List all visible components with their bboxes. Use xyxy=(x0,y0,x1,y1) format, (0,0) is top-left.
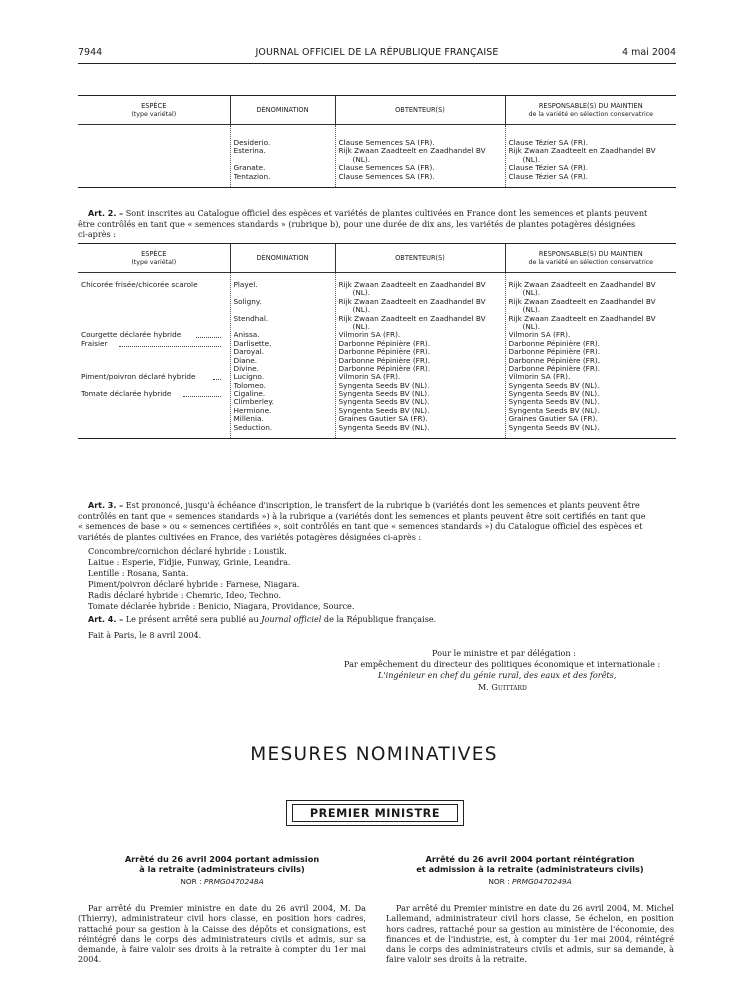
signatory-name: M. Guittard xyxy=(478,682,527,692)
col-header-obtenteur: OBTENTEUR(S) xyxy=(335,96,505,125)
list-item: Laitue : Esperie, Fidjie, Funway, Grinie, Leandra. xyxy=(88,557,291,567)
espece xyxy=(81,415,227,423)
article-label: Art. 4. – xyxy=(88,615,124,624)
espece xyxy=(81,424,227,432)
espece xyxy=(81,382,227,390)
denomination: Divine. xyxy=(233,364,259,373)
denomination: Tentazion. xyxy=(233,172,271,181)
responsable: Vilmorin SA (FR). xyxy=(508,373,571,382)
obtenteur-cell xyxy=(335,125,505,188)
obtenteur: Darbonne Pépinière (FR). xyxy=(338,339,431,348)
denomination: Daroyal. xyxy=(233,348,265,357)
nor-reference: NOR : PRMG0470249A xyxy=(488,877,572,887)
obtenteur: Darbonne Pépinière (FR). xyxy=(338,348,431,357)
espece-cell xyxy=(78,273,230,439)
denomination: Stendhal. xyxy=(233,314,269,323)
denomination: Darlisette. xyxy=(233,339,272,348)
signature-line-3: L'ingénieur en chef du génie rural, des eaux et des forêts, xyxy=(378,670,617,680)
responsable-cell xyxy=(505,125,676,188)
espece xyxy=(81,365,227,373)
responsable: Syngenta Seeds BV (NL). xyxy=(508,406,600,415)
espece: Courgette déclarée hybride xyxy=(81,331,182,340)
denomination xyxy=(234,289,332,297)
espece: Fraisier xyxy=(81,339,108,348)
espece xyxy=(81,289,227,297)
denomination: Soligny. xyxy=(233,297,262,306)
responsable: (NL). xyxy=(522,306,541,315)
article-3 xyxy=(78,500,676,542)
article-text: ci-après : xyxy=(78,229,116,240)
col-header-responsable: RESPONSABLE(S) DU MAINTIEN de la variété en sélection conservatrice xyxy=(505,244,676,273)
denomination: Diane. xyxy=(233,356,258,365)
dot-leader xyxy=(119,340,221,347)
article-4: Art. 4. – Le présent arrêté sera publié au Journal officiel de la République française. xyxy=(88,614,437,624)
signature-line-2: Par empêchement du directeur des politiques économique et internationale : xyxy=(344,659,661,669)
espece-cell xyxy=(78,125,230,188)
denomination-cell xyxy=(230,125,335,188)
obtenteur: Rijk Zwaan Zaadteelt en Zaadhandel BV xyxy=(338,281,486,289)
responsable: Darbonne Pépinière (FR). xyxy=(508,364,601,373)
obtenteur: Rijk Zwaan Zaadteelt en Zaadhandel BV xyxy=(338,314,486,323)
obtenteur: Syngenta Seeds BV (NL). xyxy=(338,381,430,390)
responsable: Vilmorin SA (FR). xyxy=(508,331,571,340)
denomination: Playel. xyxy=(233,281,258,289)
denomination: Seduction. xyxy=(233,423,273,432)
obtenteur: Syngenta Seeds BV (NL). xyxy=(338,406,430,415)
list-item: Radis déclaré hybride : Chemric, Ideo, Techno. xyxy=(88,590,282,600)
espece xyxy=(81,323,227,331)
dot-leader xyxy=(213,373,222,380)
espece xyxy=(81,315,227,323)
list-item: Tomate déclarée hybride : Benicio, Niagara, Providance, Source. xyxy=(88,601,355,611)
espece xyxy=(81,298,227,306)
responsable: (NL). xyxy=(522,155,541,164)
denomination: Millenia. xyxy=(233,415,264,424)
espece xyxy=(81,357,227,365)
col-header-denomination: DÉNOMINATION xyxy=(230,96,335,125)
obtenteur-cell xyxy=(335,273,505,439)
article-text: « semences de base » ou « semences certifiées », soit contrôlés en tant que « semences standards ») du Catalogue officiel des espèces et xyxy=(78,521,643,532)
obtenteur: Syngenta Seeds BV (NL). xyxy=(338,390,430,399)
decree-title: Arrêté du 26 avril 2004 portant réintégration et admission à la retraite (administrateurs civils) xyxy=(416,854,644,874)
ministry-heading: PREMIER MINISTRE xyxy=(292,804,458,822)
responsable: Darbonne Pépinière (FR). xyxy=(508,348,601,357)
responsable: Clause Tézier SA (FR). xyxy=(508,139,589,147)
place-date: Fait à Paris, le 8 avril 2004. xyxy=(88,630,202,640)
issue-date: 4 mai 2004 xyxy=(622,47,676,58)
espece xyxy=(81,348,227,356)
responsable: Graines Gautier SA (FR). xyxy=(508,415,598,424)
responsable: Syngenta Seeds BV (NL). xyxy=(508,423,600,432)
article-label: Art. 3. – xyxy=(88,501,124,510)
col-header-espece: ESPÈCE (type variétal) xyxy=(78,244,230,273)
denomination: Hermione. xyxy=(233,406,272,415)
responsable: Darbonne Pépinière (FR). xyxy=(508,356,601,365)
article-text: Est prononcé, jusqu'à échéance d'inscription, le transfert de la rubrique b (variétés dont les semences et plants peuvent être xyxy=(125,500,640,510)
espece: Piment/poivron déclaré hybride xyxy=(81,373,196,382)
col-header-denomination: DÉNOMINATION xyxy=(230,244,335,273)
obtenteur: (NL). xyxy=(352,289,371,298)
obtenteur: Darbonne Pépinière (FR). xyxy=(338,364,431,373)
obtenteur: Rijk Zwaan Zaadteelt en Zaadhandel BV xyxy=(338,147,486,156)
left-decree xyxy=(78,855,366,964)
responsable: Clause Tézier SA (FR). xyxy=(508,172,589,181)
denomination: Cigaline. xyxy=(233,390,266,399)
obtenteur: Vilmorin SA (FR). xyxy=(338,373,401,382)
responsable: (NL). xyxy=(522,289,541,298)
responsable: Rijk Zwaan Zaadteelt en Zaadhandel BV xyxy=(508,297,656,306)
denomination: Granate. xyxy=(233,164,266,173)
list-item: Lentille : Rosana, Santa. xyxy=(88,568,189,578)
table-header-row xyxy=(78,96,676,125)
article-text: contrôlés en tant que « semences standards ») à la rubrique a (variétés dont les semences et plants peuvent être soit certifiés en tant que xyxy=(78,511,646,522)
header-divider xyxy=(78,63,676,64)
responsable-cell xyxy=(505,273,676,439)
obtenteur: Clause Semences SA (FR). xyxy=(338,164,435,173)
denomination-cell xyxy=(230,273,335,439)
table-row xyxy=(78,273,676,439)
article-label: Art. 2. – xyxy=(88,209,124,218)
denomination: Desiderio. xyxy=(233,139,271,147)
section-title: MESURES NOMINATIVES xyxy=(250,744,498,765)
list-item: Piment/poivron déclaré hybride : Farnese, Niagara. xyxy=(88,579,300,589)
denomination: Esterina. xyxy=(233,147,266,156)
decree-body: Par arrêté du Premier ministre en date du 26 avril 2004, M. Da (Thierry), administrateur civil hors classe, en position hors cadres, rattaché pour sa gestion à la Caisse des dépôts et consignations, est réintégré dans le corps des administrateurs civils et admis, sur sa demande, à faire valoir ses droits à la retraite à compter du 1er mai 2004. xyxy=(78,903,366,965)
right-decree xyxy=(386,855,674,964)
dot-leader xyxy=(183,390,221,397)
responsable: Rijk Zwaan Zaadteelt en Zaadhandel BV xyxy=(508,281,656,289)
obtenteur: (NL). xyxy=(352,155,371,164)
col-header-obtenteur: OBTENTEUR(S) xyxy=(335,244,505,273)
decree-title: Arrêté du 26 avril 2004 portant admission à la retraite (administrateurs civils) xyxy=(124,854,320,874)
page-number: 7944 xyxy=(78,47,103,58)
decree-body: Par arrêté du Premier ministre en date du 26 avril 2004, M. Michel Lallemand, administrateur civil hors classe, 5e échelon, en position hors cadres, rattaché pour sa gestion au ministère de l'économie, des finances et de l'industrie, est, à compter du 1er mai 2004, réintégré dans le corps des administrateurs civils et admis, sur sa demande, à faire valoir ses droits à la retraite. xyxy=(386,903,674,965)
page-header xyxy=(78,47,676,61)
col-header-responsable: RESPONSABLE(S) DU MAINTIEN de la variété en sélection conservatrice xyxy=(505,96,676,125)
dot-leader xyxy=(196,331,222,338)
responsable: Clause Tézier SA (FR). xyxy=(508,164,589,173)
espece xyxy=(81,306,227,314)
denomination: Anissa. xyxy=(233,331,260,340)
obtenteur: Graines Gautier SA (FR). xyxy=(338,415,428,424)
article-text: être contrôlés en tant que « semences standards » (rubrique b), pour une durée de dix ans, les variétés de plantes potagères désignées xyxy=(78,219,636,230)
signature-line-1: Pour le ministre et par délégation : xyxy=(432,648,576,658)
espece: Tomate déclarée hybride xyxy=(81,390,172,399)
responsable: Syngenta Seeds BV (NL). xyxy=(508,381,600,390)
denomination: Lucigno. xyxy=(233,373,265,382)
journal-title: JOURNAL OFFICIEL DE LA RÉPUBLIQUE FRANÇAISE xyxy=(255,47,499,58)
espece xyxy=(81,407,227,415)
responsable: Darbonne Pépinière (FR). xyxy=(508,339,601,348)
responsable: Syngenta Seeds BV (NL). xyxy=(508,398,600,407)
obtenteur: Clause Semences SA (FR). xyxy=(338,172,435,181)
nor-reference: NOR : PRMG0470248A xyxy=(180,877,264,887)
table-body xyxy=(78,273,676,439)
varieties-table-1 xyxy=(78,95,676,188)
responsable: Syngenta Seeds BV (NL). xyxy=(508,390,600,399)
responsable: (NL). xyxy=(522,322,541,331)
denomination xyxy=(234,323,332,331)
responsable: Rijk Zwaan Zaadteelt en Zaadhandel BV xyxy=(508,147,656,156)
table-header-row xyxy=(78,244,676,273)
obtenteur: Darbonne Pépinière (FR). xyxy=(338,356,431,365)
obtenteur: Syngenta Seeds BV (NL). xyxy=(338,423,430,432)
article-2 xyxy=(78,208,676,240)
denomination: Tolomeo. xyxy=(233,381,266,390)
obtenteur: (NL). xyxy=(352,322,371,331)
obtenteur: Syngenta Seeds BV (NL). xyxy=(338,398,430,407)
denomination xyxy=(234,306,332,314)
article-text: variétés de plantes cultivées en France, des variétés potagères désignées ci-après : xyxy=(78,531,422,542)
responsable: Rijk Zwaan Zaadteelt en Zaadhandel BV xyxy=(508,314,656,323)
obtenteur: Vilmorin SA (FR). xyxy=(338,331,401,340)
table-row xyxy=(78,125,676,188)
espece: Chicorée frisée/chicorée scarole xyxy=(81,281,198,289)
col-header-espece: ESPÈCE (type variétal) xyxy=(78,96,230,125)
obtenteur: Clause Semences SA (FR). xyxy=(338,139,435,147)
article-text: Sont inscrites au Catalogue officiel des espèces et variétés de plantes cultivées en France dont les semences et plants peuvent xyxy=(125,208,648,218)
obtenteur: Rijk Zwaan Zaadteelt en Zaadhandel BV xyxy=(338,297,486,306)
denomination xyxy=(234,156,332,164)
journal-name: Journal officiel xyxy=(261,614,322,624)
obtenteur: (NL). xyxy=(352,306,371,315)
denomination: Climberley. xyxy=(233,398,274,407)
varieties-table-2 xyxy=(78,243,676,439)
espece xyxy=(81,398,227,406)
list-item: Concombre/cornichon déclaré hybride : Loustik. xyxy=(88,546,287,556)
